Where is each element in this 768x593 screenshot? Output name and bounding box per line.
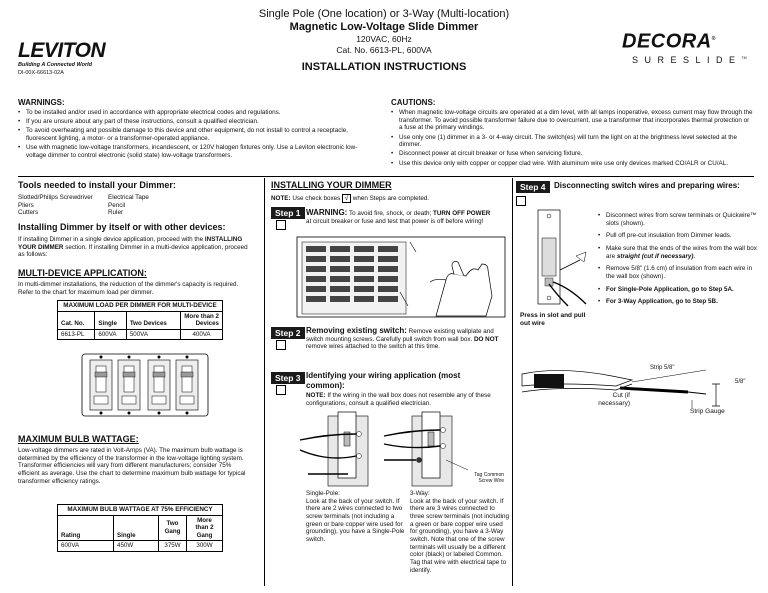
step-title: Removing existing switch:	[306, 326, 407, 335]
decora-sub	[622, 53, 752, 65]
multi-device-heading: MULTI-DEVICE APPLICATION:	[18, 268, 147, 278]
tag-label: Tag Common Screw Wire	[474, 472, 504, 485]
step4-checkbox[interactable]	[516, 196, 526, 206]
step4-bullets	[598, 212, 758, 311]
breaker-panel-illustration	[296, 236, 510, 318]
rating: 120VAC, 60Hz	[356, 34, 412, 44]
bulb-wattage-heading: MAXIMUM BULB WATTAGE:	[18, 434, 139, 444]
wire-stripper-tool	[522, 370, 632, 392]
tool-item: Pencil	[108, 201, 126, 209]
text-part: If installing Dimmer in a single device application, proceed with the	[18, 236, 204, 243]
installing-by-itself-text	[18, 236, 254, 259]
table-header-cell: Two Devices	[126, 311, 180, 329]
three-way-desc: Look at the back of your switch. If there are 3 wires connected to three screw terminals (not including a green or bare copper wire used for grounding), you have a 3-Way switch. Note that one of the screw terminals will usually be a different color (black) or labeled Common. Tag that wire with electrical tape to identify.	[410, 497, 510, 574]
text-bold: INSTALLING YOUR DIMMER	[18, 236, 243, 251]
bullet-text: Remove 5/8" (1.6 cm) of insulation from each wire in the wall box (shown).	[606, 265, 753, 281]
decora-sub-text: SURESLIDE	[632, 54, 742, 65]
decora-text: DECORA	[622, 30, 712, 53]
wire-bare	[688, 392, 706, 394]
leviton-tagline: Building A Connected World	[18, 62, 93, 68]
bullet-text: For Single-Pole Application, go to Step 5A.	[606, 285, 734, 293]
step-text-bold: TURN OFF POWER	[432, 210, 491, 217]
caution-item: • Use this device only with copper or copper clad wire. With aluminum wire use only devices marked CO/ALR or CU/AL.	[391, 160, 753, 168]
three-way-text	[410, 490, 510, 574]
note-text: when Steps are completed.	[352, 195, 430, 202]
decora-logo	[622, 28, 752, 65]
decora-tm: TM	[741, 55, 747, 60]
dimmer-gang-3	[148, 356, 170, 415]
cat-no: Cat. No. 6613-PL, 600VA	[336, 45, 432, 55]
note-prefix: NOTE:	[271, 195, 291, 202]
divider-col-2	[512, 178, 513, 586]
caution-item: • When magnetic low-voltage circuits are operated at a dim level, with all lamps inoperative, excess current may flow through the transformer. To avoid possible transformer failure due to overcurrent, use a transformer that incorporates thermal protection or a fuse at the primary windings.	[391, 109, 753, 132]
bulb-wattage-table	[57, 504, 223, 552]
dimmer-gang-1	[90, 356, 112, 415]
table-cell: 450W	[114, 541, 159, 552]
check-glyph	[342, 194, 351, 203]
table-cell: 375W	[159, 541, 187, 552]
divider-col-1	[264, 178, 265, 586]
step3-badge: Step 3	[271, 372, 305, 384]
table-header-row	[58, 515, 223, 541]
leviton-wordmark: LEVITON	[18, 39, 106, 62]
bullet-text: Pull off pre-cut insulation from Dimmer leads.	[606, 232, 732, 240]
tool-item: Ruler	[108, 209, 124, 217]
installing-note	[271, 194, 511, 203]
table-title: MAXIMUM BULB WATTAGE AT 75% EFFICIENCY	[57, 504, 223, 516]
bullet-emphasis: straight (cut if necessary)	[616, 252, 694, 260]
step4-bullet	[598, 265, 758, 280]
table-cell: 400VA	[181, 329, 223, 340]
table-row	[58, 541, 223, 552]
caution-item: • Use only one (1) dimmer in a 3- or 4-way circuit. The switch(es) will turn the light on at the brightness level selected at the dimmer.	[391, 134, 753, 149]
single-pole-desc: Look at the back of your switch. If there are 2 wires connected to two screw terminals (not including a green or bare copper wire used for grounding), you have a Single-Pole switch.	[306, 497, 405, 544]
switch-body	[542, 238, 556, 276]
step4-caption: Press in slot and pull out wire	[520, 312, 586, 327]
table-header-cell: Rating	[58, 515, 114, 541]
warning-item: • To be installed and/or used in accordance with appropriate electrical codes and regulations.	[18, 109, 368, 117]
tool-item: Electrical Tape	[108, 194, 149, 201]
leviton-logo	[18, 40, 130, 69]
load-table	[57, 311, 223, 341]
table-header-cell: Cat. No.	[58, 311, 95, 329]
bullet-text: Make sure that the ends of the wires from the wall box are	[606, 245, 757, 260]
table-cell: 300W	[187, 541, 223, 552]
decora-wordmark	[622, 28, 752, 53]
step4-title: Disconnecting switch wires and preparing wires:	[554, 181, 740, 190]
warnings-heading: WARNINGS:	[18, 98, 65, 107]
step2-text	[306, 326, 506, 351]
step-text: at circuit breaker or fuse and test that power is off before wiring!	[306, 217, 484, 225]
bullet-text: For 3-Way Application, go to Step 5B.	[606, 298, 718, 306]
divider-top	[18, 176, 754, 177]
decora-reg: ®	[711, 36, 716, 42]
quickwire-illustration	[520, 208, 594, 308]
step-text-bold: DO NOT	[473, 335, 499, 343]
table-title: MAXIMUM LOAD PER DIMMER FOR MULTI-DEVICE	[57, 300, 223, 312]
table-header-cell: Single	[114, 515, 159, 541]
strip-label: Strip 5/8"	[650, 365, 675, 371]
tools-col-2	[108, 194, 149, 217]
step-text: Remove existing wallplate and switch mounting screws. Carefully pull switch from wall box.	[306, 328, 494, 343]
single-pole-title: Single-Pole:	[306, 490, 340, 497]
step3-title: Identifying your wiring application (most common):	[306, 371, 461, 390]
warning-item: • To avoid overheating and possible damage to this device and other equipment, do not install to control a receptacle, fluorescent lighting, a motor- or a transformer-operated appliance.	[18, 127, 368, 142]
bullet-text: Disconnect wires from screw terminals or Quickwire™ slots (shown).	[606, 212, 757, 227]
table-header-row	[58, 311, 223, 329]
warning-item: • If you are unsure about any part of these instructions, consult a qualified electrician.	[18, 118, 368, 126]
doc-code: DI-00X-66613-02A	[18, 70, 64, 76]
table-header-cell: Two Gang	[159, 515, 187, 541]
caution-item: • Disconnect power at circuit breaker or fuse when servicing fixture.	[391, 150, 753, 158]
multi-device-text: In multi-dimmer installations, the reduction of the dimmer's capacity is required. Refer to the chart for maximum load per dimmer.	[18, 281, 239, 296]
strip-gauge-label: Strip Gauge	[690, 408, 725, 415]
step4-bullet	[598, 286, 758, 294]
step2-checkbox[interactable]	[276, 340, 286, 350]
table-cell: 500VA	[126, 329, 180, 340]
text-part: section. If installing Dimmer in a multi-device application, proceed as follows:	[18, 243, 248, 259]
three-way-illustration	[382, 410, 470, 490]
table-cell: 600VA	[95, 329, 126, 340]
single-pole-text	[306, 490, 410, 544]
dim-label: 5/8"	[735, 379, 746, 385]
step1-checkbox[interactable]	[276, 220, 286, 230]
wire-insulation	[620, 388, 688, 392]
wattage-table	[57, 515, 223, 552]
title-line-2: Magnetic Low-Voltage Slide Dimmer	[289, 21, 479, 33]
step4-bullet	[598, 212, 758, 227]
title-block	[200, 8, 568, 74]
table-header-cell: More than 2 Devices	[181, 311, 223, 329]
note-text: Use check boxes	[292, 195, 341, 202]
note-text: If the wiring in the wall box does not resemble any of these configurations, consult a qualified electrician.	[306, 392, 491, 407]
warning-item: • Use with magnetic low-voltage transformers, incandescent, or 120V halogen fixtures only. Use a Leviton electronic low-voltage dimmer to control electronic (solid state) low-voltage transformers.	[18, 144, 368, 159]
step-text: To avoid fire, shock, or death;	[348, 210, 432, 217]
tool-item: Pliers	[18, 201, 34, 209]
installing-by-itself-heading: Installing Dimmer by itself or with other devices:	[18, 222, 226, 232]
title-line-1: Single Pole (One location) or 3-Way (Multi-location)	[258, 8, 510, 20]
dimmer-gang-2	[118, 356, 140, 415]
single-pole-illustration	[298, 410, 386, 490]
step3-note	[306, 392, 506, 407]
multi-gang-illustration	[80, 352, 210, 418]
warning-label: WARNING:	[306, 208, 348, 217]
table-cell: 600VA	[58, 541, 114, 552]
three-way-title: 3-Way:	[410, 490, 430, 497]
tools-col-1	[18, 194, 93, 217]
step4-badge: Step 4	[516, 181, 550, 193]
step1-text	[306, 208, 491, 225]
bulb-wattage-text: Low-voltage dimmers are rated in Volt-Amps (VA). The maximum bulb wattage is determined by the efficiency of the transformer in the low-voltage lighting system. Transformer efficiencies will vary from different manufacturers; consider 75% efficient as average. Use the chart to determine maximum bulb wattage for typical transformer efficiency ratings.	[18, 447, 246, 485]
table-cell: 6613-PL	[58, 329, 95, 340]
tool-item: Cutters	[18, 209, 39, 217]
installing-heading: INSTALLING YOUR DIMMER	[271, 180, 392, 190]
warnings-list	[18, 109, 368, 161]
tools-heading: Tools needed to install your Dimmer:	[18, 180, 176, 190]
tool-item: Slotted/Philips Screwdriver	[18, 194, 93, 201]
step4-bullet	[598, 232, 758, 240]
cautions-list	[391, 109, 753, 169]
cut-label: Cut (if necessary)	[598, 392, 630, 407]
strip-gauge-marker	[712, 384, 720, 406]
step2-badge: Step 2	[271, 327, 305, 339]
table-header-cell: More than 2 Gang	[187, 515, 223, 541]
step4-bullet: • Make sure that the ends of the wires from the wall box are straight (cut if necessary).	[598, 245, 758, 260]
note-prefix: NOTE:	[306, 392, 326, 399]
step1-badge: Step 1	[271, 207, 305, 219]
step-text: remove wires attached to the switch at this time.	[306, 343, 441, 351]
step3-checkbox[interactable]	[276, 385, 286, 395]
step4-bullet	[598, 298, 758, 306]
install-heading: INSTALLATION INSTRUCTIONS	[301, 61, 467, 73]
table-row	[58, 329, 223, 340]
dimmer-gang-4	[176, 356, 198, 415]
check-mark: √	[344, 195, 349, 202]
table-header-cell: Single	[95, 311, 126, 329]
multi-device-table	[57, 300, 223, 340]
cautions-heading: CAUTIONS:	[391, 98, 436, 107]
